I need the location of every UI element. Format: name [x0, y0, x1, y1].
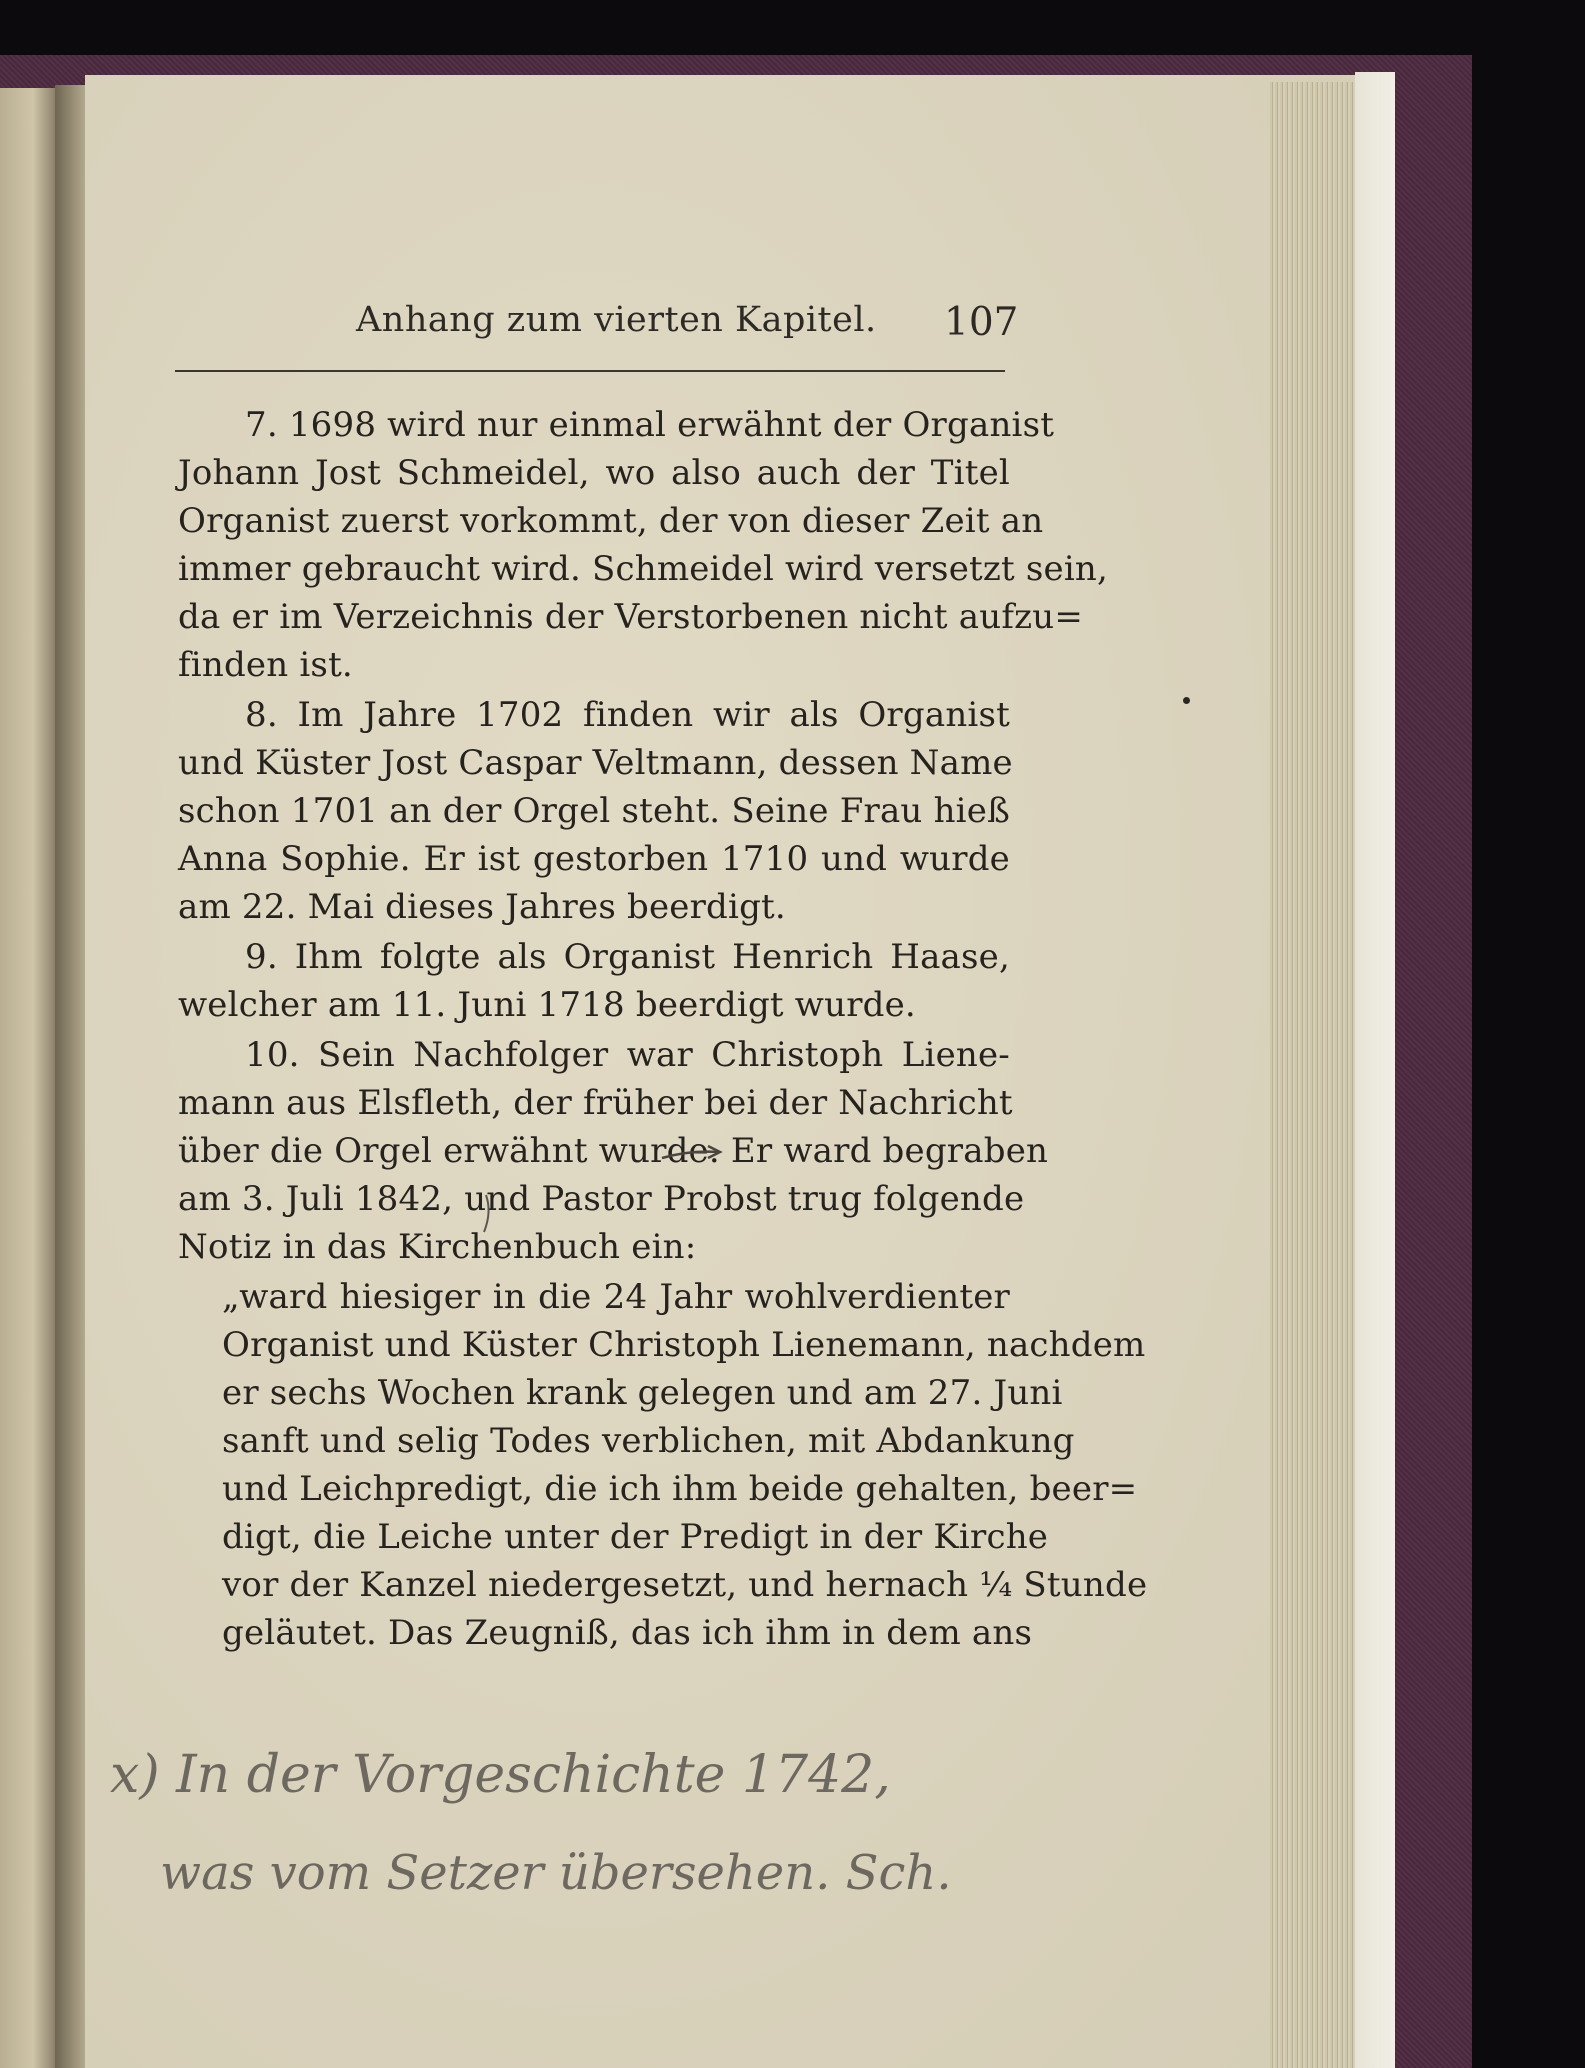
quote-line: geläutet. Das Zeugniß, das ich ihm in dem ans [222, 1613, 1033, 1653]
handwritten-note-line-2: was vom Setzer übersehen. Sch. [160, 1845, 952, 1901]
text-line: immer gebraucht wird. Schmeidel wird versetzt sein, [178, 549, 1109, 589]
text-line: finden ist. [178, 645, 353, 685]
quote-line: vor der Kanzel niedergesetzt, und hernach ¼ Stunde [222, 1565, 1148, 1605]
text-line: Anna Sophie. Er ist gestorben 1710 und wurde [178, 839, 1010, 879]
text-line: am 3. Juli 1842, und Pastor Probst trug folgende [178, 1179, 1025, 1219]
quote-line: und Leichpredigt, die ich ihm beide gehalten, beer= [222, 1469, 1138, 1509]
quote-line: Organist und Küster Christoph Lienemann, nachdem [222, 1325, 1146, 1365]
quote-line: sanft und selig Todes verblichen, mit Abdankung [222, 1421, 1075, 1461]
text-line: 8. Im Jahre 1702 finden wir als Organist [245, 695, 1010, 735]
text-line: über die Orgel erwähnt wurde. Er ward begraben [178, 1131, 1049, 1171]
text-line: und Küster Jost Caspar Veltmann, dessen Name [178, 743, 1013, 783]
text-line: am 22. Mai dieses Jahres beerdigt. [178, 887, 786, 927]
text-line: da er im Verzeichnis der Verstorbenen nicht aufzu= [178, 597, 1084, 637]
text-line: Organist zuerst vorkommt, der von dieser Zeit an [178, 501, 1044, 541]
text-line: Johann Jost Schmeidel, wo also auch der Titel [178, 453, 1010, 493]
quote-line: „ward hiesiger in die 24 Jahr wohlverdienter [222, 1277, 1010, 1317]
text-line: welcher am 11. Juni 1718 beerdigt wurde. [178, 985, 916, 1025]
text-line: 9. Ihm folgte als Organist Henrich Haase, [245, 937, 1010, 977]
running-head: Anhang zum vierten Kapitel. [356, 300, 877, 340]
text-line: schon 1701 an der Orgel steht. Seine Frau hieß [178, 791, 1010, 831]
handwritten-note-line-1: x) In der Vorgeschichte 1742, [110, 1745, 891, 1805]
page-number: 107 [944, 300, 1019, 345]
text-line: Notiz in das Kirchenbuch ein: [178, 1227, 697, 1267]
text-line: 10. Sein Nachfolger war Christoph Liene- [245, 1035, 1010, 1075]
text-line: mann aus Elsfleth, der früher bei der Nachricht [178, 1083, 1013, 1123]
quote-line: er sechs Wochen krank gelegen und am 27. Juni [222, 1373, 1063, 1413]
quote-line: digt, die Leiche unter der Predigt in der Kirche [222, 1517, 1049, 1557]
text-line: 7. 1698 wird nur einmal erwähnt der Organist [245, 405, 1055, 445]
